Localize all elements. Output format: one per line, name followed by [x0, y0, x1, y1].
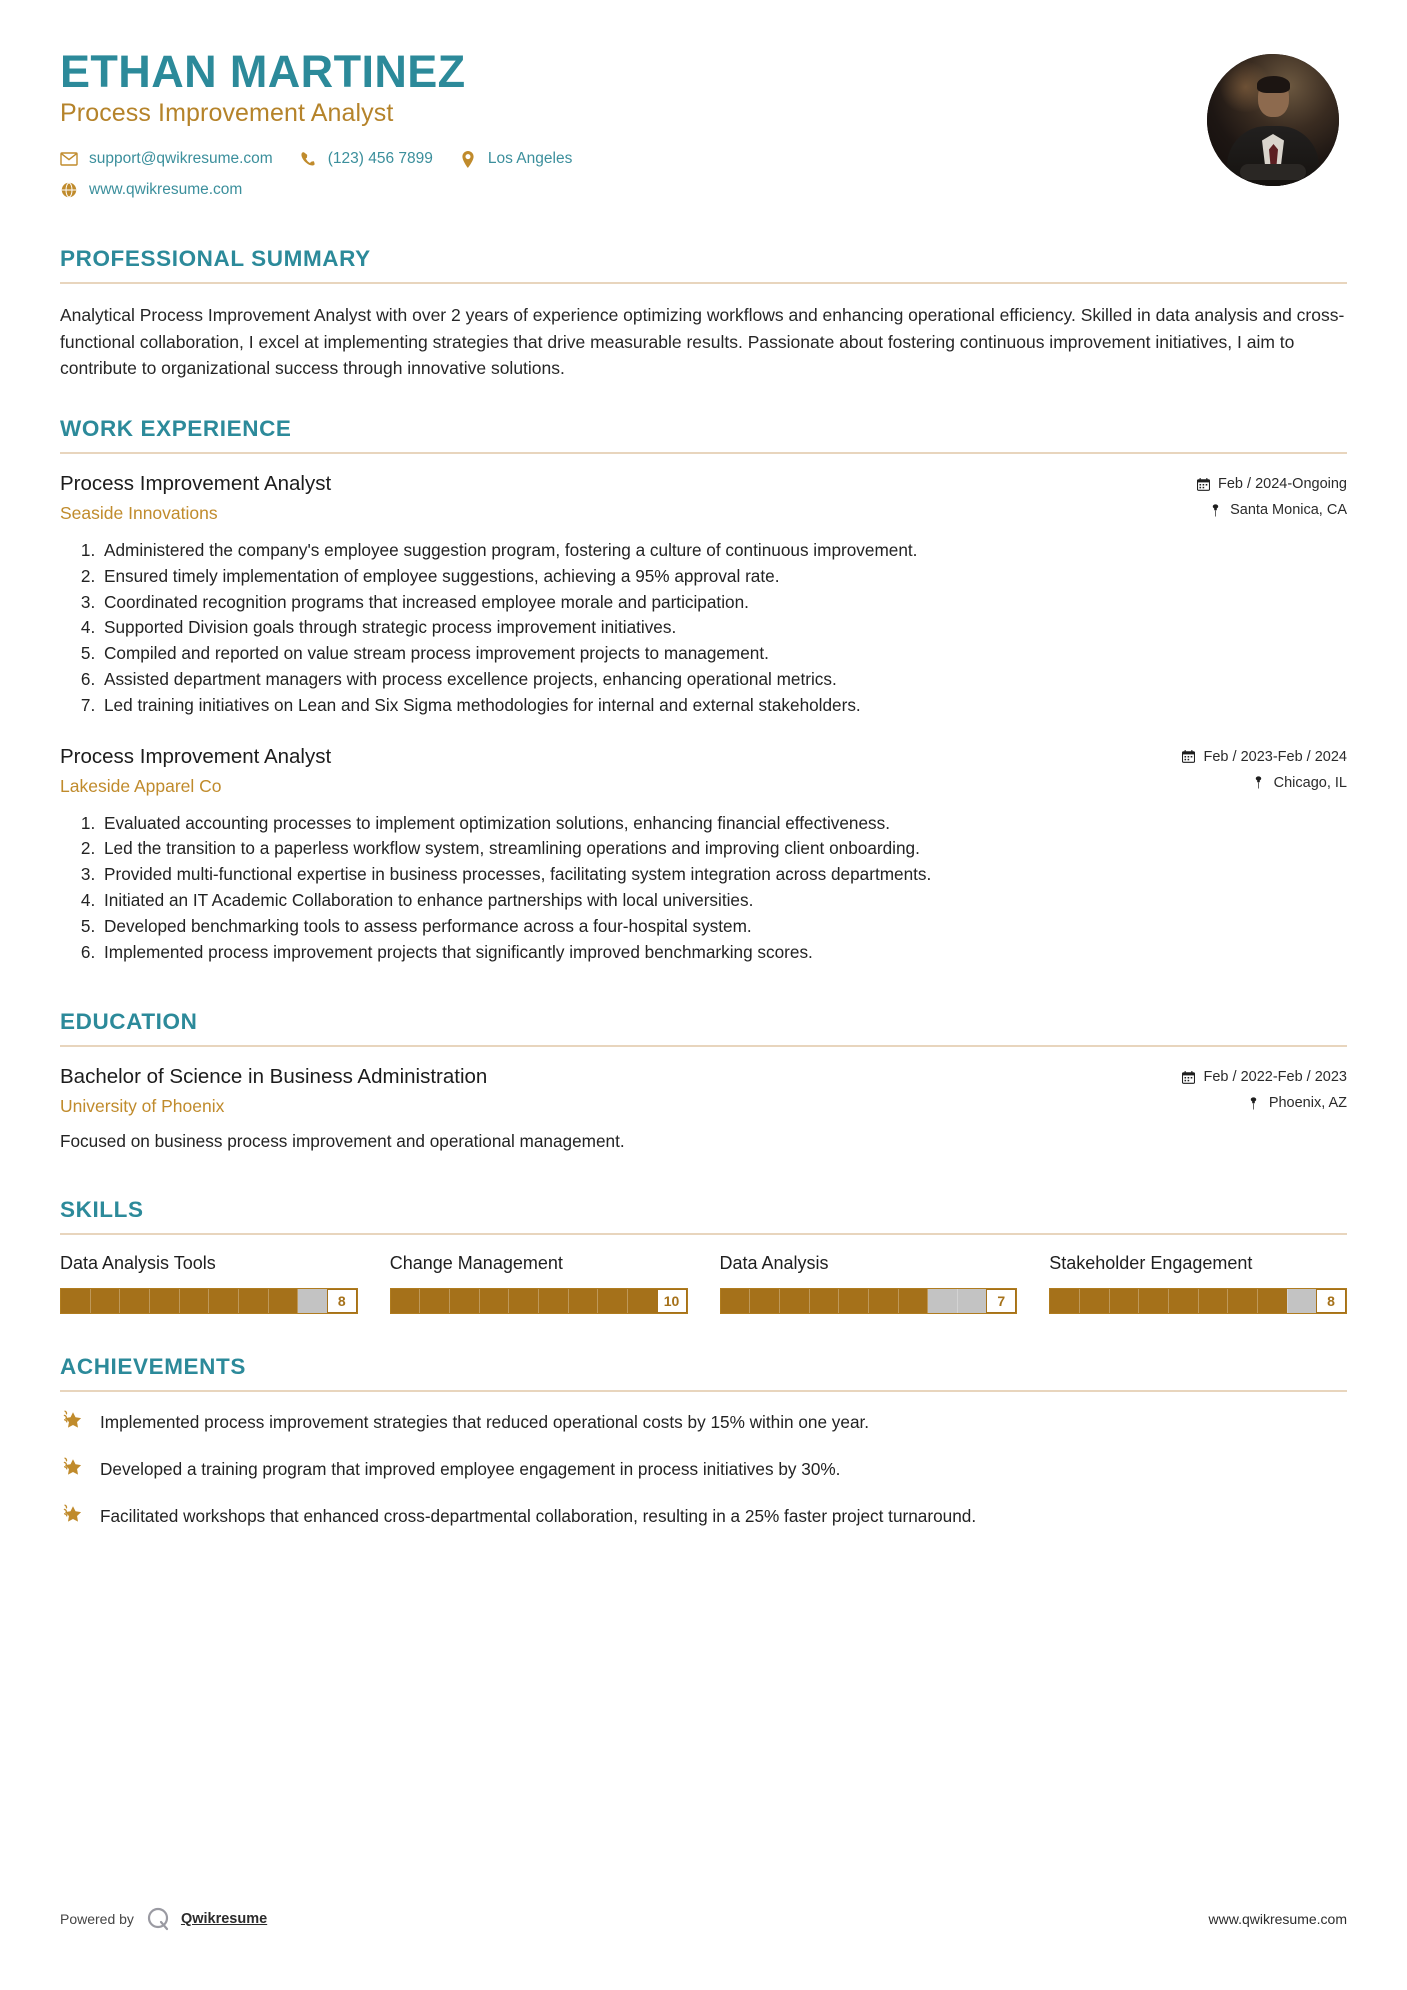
section-title-experience: WORK EXPERIENCE — [60, 416, 292, 442]
section-divider — [60, 1045, 1347, 1047]
section-title-achievements: ACHIEVEMENTS — [60, 1354, 246, 1380]
experience-bullet: 6. Implemented process improvement projects that significantly improved benchmarking scores. — [100, 940, 1347, 966]
candidate-job-title: Process Improvement Analyst — [60, 99, 394, 128]
section-achievements — [60, 1354, 1347, 1529]
calendar-icon — [1182, 750, 1196, 764]
globe-icon — [60, 181, 78, 199]
experience-entry — [60, 472, 1347, 719]
star-badge-icon — [60, 1502, 86, 1528]
education-entry-titles — [60, 1065, 487, 1117]
education-institution: University of Phoenix — [60, 1096, 225, 1117]
experience-bullet: 5. Compiled and reported on value stream process improvement projects to management. — [100, 641, 1347, 667]
achievement-text: Facilitated workshops that enhanced cross-departmental collaboration, resulting in a 25% faster project turnaround. — [100, 1506, 977, 1527]
education-degree: Bachelor of Science in Business Administration — [60, 1065, 488, 1089]
skill-item — [390, 1253, 688, 1314]
skill-rating-bar — [1049, 1288, 1347, 1314]
skill-rating-fill — [391, 1289, 687, 1313]
photo-arms — [1240, 164, 1306, 180]
section-title-education: EDUCATION — [60, 1009, 198, 1035]
achievement-item — [60, 1457, 1347, 1482]
experience-entry-meta — [1196, 472, 1347, 518]
skill-label: Data Analysis — [719, 1253, 829, 1274]
experience-bullets — [60, 811, 1347, 966]
section-professional-summary — [60, 246, 1347, 382]
experience-bullet: 7. Led training initiatives on Lean and Six Sigma methodologies for internal and external stakeholders. — [100, 693, 1347, 719]
map-pin-icon — [1247, 1096, 1261, 1110]
experience-role: Process Improvement Analyst — [60, 472, 332, 496]
section-divider — [60, 452, 1347, 454]
skills-grid — [60, 1253, 1347, 1314]
skill-rating-bar — [60, 1288, 358, 1314]
section-divider — [60, 1390, 1347, 1392]
contact-phone-text: (123) 456 7899 — [327, 150, 433, 168]
skill-rating-fill — [61, 1289, 298, 1313]
skill-rating-bar — [720, 1288, 1018, 1314]
experience-bullet: 4. Initiated an IT Academic Collaboration to enhance partnerships with local universities. — [100, 888, 1347, 914]
star-badge-icon — [60, 1408, 86, 1434]
photo-hair — [1257, 76, 1290, 93]
skill-rating-value: 7 — [986, 1289, 1016, 1313]
map-pin-icon — [1208, 503, 1222, 517]
footer-powered-by-label: Powered by — [60, 1911, 134, 1927]
section-work-experience — [60, 416, 1347, 965]
skill-rating-value: 10 — [657, 1289, 687, 1313]
experience-location-text: Santa Monica, CA — [1230, 502, 1347, 519]
experience-entry-titles — [60, 745, 331, 797]
experience-bullet: 3. Provided multi-functional expertise in business processes, facilitating system integration across departments. — [100, 862, 1347, 888]
page-footer — [60, 1906, 1347, 1932]
section-title-skills: SKILLS — [60, 1197, 144, 1223]
achievement-text: Developed a training program that improved employee engagement in process initiatives by 30%. — [100, 1459, 841, 1480]
contact-email-text: support@qwikresume.com — [89, 150, 273, 168]
experience-bullet: 5. Developed benchmarking tools to assess performance across a four-hospital system. — [100, 914, 1347, 940]
experience-bullet: 2. Led the transition to a paperless workflow system, streamlining operations and improving client onboarding. — [100, 836, 1347, 862]
contact-website[interactable] — [60, 181, 242, 199]
footer-brand-link[interactable]: Qwikresume — [180, 1911, 268, 1927]
achievement-item — [60, 1504, 1347, 1529]
section-divider — [60, 1233, 1347, 1235]
experience-location-text: Chicago, IL — [1273, 774, 1347, 791]
section-divider — [60, 282, 1347, 284]
footer-powered-by — [60, 1906, 267, 1932]
candidate-name: ETHAN MARTINEZ — [60, 46, 466, 97]
section-skills — [60, 1197, 1347, 1314]
experience-company: Seaside Innovations — [60, 503, 218, 524]
phone-icon — [299, 150, 317, 168]
experience-date-line — [1196, 476, 1347, 492]
experience-entry-meta — [1182, 745, 1348, 791]
education-date-line — [1182, 1069, 1348, 1085]
experience-location-line — [1196, 502, 1347, 518]
experience-bullets — [60, 538, 1347, 719]
summary-text: Analytical Process Improvement Analyst with over 2 years of experience optimizing workflows and enhancing operational efficiency. Skilled in data analysis and cross-functional collaboration, I excel at implementing strategies that drive measurable results. Passionate about fostering continuous improvement initiatives, I aim to contribute to organizational success through innovative solutions. — [60, 305, 1345, 379]
avatar — [1207, 54, 1339, 186]
qwikresume-logo-icon — [146, 1906, 172, 1932]
contact-row-secondary — [60, 181, 1207, 199]
skill-item — [60, 1253, 358, 1314]
experience-bullet: 6. Assisted department managers with process excellence projects, enhancing operational metrics. — [100, 667, 1347, 693]
section-education — [60, 1009, 1347, 1155]
calendar-icon — [1196, 477, 1210, 491]
experience-location-line — [1182, 775, 1348, 791]
footer-website[interactable]: www.qwikresume.com — [1208, 1911, 1347, 1927]
experience-company: Lakeside Apparel Co — [60, 775, 222, 796]
experience-entry-header — [60, 472, 1347, 524]
location-pin-icon — [459, 150, 477, 168]
education-entry — [60, 1065, 1347, 1155]
contact-row-primary — [60, 150, 1207, 168]
experience-bullet: 4. Supported Division goals through strategic process improvement initiatives. — [100, 615, 1347, 641]
education-entry-header — [60, 1065, 1347, 1117]
resume-header — [60, 0, 1347, 212]
profile-photo — [1207, 54, 1339, 186]
education-location-text: Phoenix, AZ — [1268, 1095, 1347, 1112]
experience-bullet: 2. Ensured timely implementation of employee suggestions, achieving a 95% approval rate. — [100, 564, 1347, 590]
contact-phone[interactable] — [299, 150, 433, 168]
education-note: Focused on business process improvement and operational management. — [60, 1131, 625, 1152]
experience-role: Process Improvement Analyst — [60, 744, 332, 768]
experience-date-text: Feb / 2023-Feb / 2024 — [1203, 748, 1347, 765]
skill-rating-value: 8 — [327, 1289, 357, 1313]
skill-label: Stakeholder Engagement — [1049, 1253, 1253, 1274]
education-date-text: Feb / 2022-Feb / 2023 — [1203, 1069, 1347, 1086]
contact-website-text: www.qwikresume.com — [89, 181, 243, 199]
skill-label: Data Analysis Tools — [60, 1253, 216, 1274]
experience-bullet: 1. Administered the company's employee suggestion program, fostering a culture of continuous improvement. — [100, 538, 1347, 564]
experience-entry — [60, 745, 1347, 966]
experience-entry-titles — [60, 472, 331, 524]
skill-rating-value: 8 — [1316, 1289, 1346, 1313]
experience-bullet: 1. Evaluated accounting processes to implement optimization solutions, enhancing financial effectiveness. — [100, 811, 1347, 837]
skill-label: Change Management — [389, 1253, 563, 1274]
skill-item — [1049, 1253, 1347, 1314]
skill-rating-fill — [721, 1289, 928, 1313]
contact-location-text: Los Angeles — [487, 150, 573, 168]
achievement-item — [60, 1410, 1347, 1435]
education-location-line — [1182, 1095, 1348, 1111]
calendar-icon — [1182, 1070, 1196, 1084]
skill-item — [720, 1253, 1018, 1314]
contact-email[interactable] — [60, 150, 273, 168]
skill-rating-fill — [1050, 1289, 1287, 1313]
experience-bullet: 3. Coordinated recognition programs that increased employee morale and participation. — [100, 590, 1347, 616]
star-badge-icon — [60, 1455, 86, 1481]
email-icon — [60, 150, 78, 168]
experience-entry-header — [60, 745, 1347, 797]
education-entry-meta — [1182, 1065, 1348, 1111]
section-title-summary: PROFESSIONAL SUMMARY — [60, 246, 371, 272]
achievement-text: Implemented process improvement strategies that reduced operational costs by 15% within one year. — [100, 1412, 870, 1433]
experience-date-line — [1182, 749, 1348, 765]
contact-location — [459, 150, 572, 168]
skill-rating-bar — [390, 1288, 688, 1314]
header-identity-block — [60, 48, 1207, 212]
map-pin-icon — [1252, 776, 1266, 790]
experience-date-text: Feb / 2024-Ongoing — [1218, 476, 1347, 493]
